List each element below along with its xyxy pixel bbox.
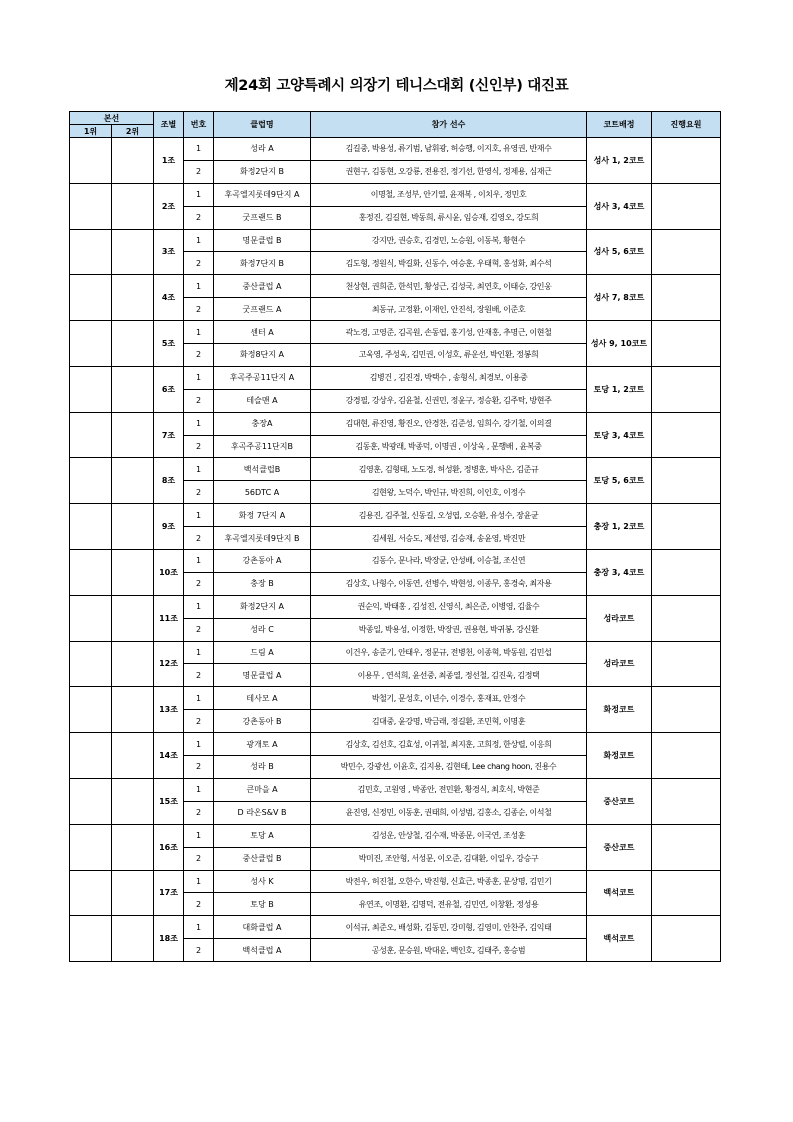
header-court: 코트배정 (587, 112, 652, 138)
court-assignment: 토당 3, 4코트 (587, 412, 652, 458)
team-number: 1 (184, 550, 214, 573)
player-list: 최동규, 고정환, 이재인, 안진석, 장원배, 이준호 (311, 298, 587, 321)
second-place-cell (112, 321, 154, 367)
court-assignment: 토당 1, 2코트 (587, 366, 652, 412)
second-place-cell (112, 275, 154, 321)
player-list: 강지만, 권승호, 김경민, 노승원, 이동복, 황현수 (311, 229, 587, 252)
player-list: 곽노경, 고영준, 김곡원, 손동엽, 홍기성, 안재홍, 추명근, 이현철 (311, 321, 587, 344)
club-name: 굿프랜드 A (214, 298, 311, 321)
club-name: 명문클럽 B (214, 229, 311, 252)
team-number: 1 (184, 641, 214, 664)
team-number: 1 (184, 778, 214, 801)
second-place-cell (112, 412, 154, 458)
club-name: 성라 A (214, 138, 311, 161)
group-label: 13조 (154, 687, 184, 733)
club-name: 성라 C (214, 618, 311, 641)
team-number: 1 (184, 366, 214, 389)
team-number: 2 (184, 252, 214, 275)
club-name: 광개토 A (214, 733, 311, 756)
club-name: 테사모 A (214, 687, 311, 710)
club-name: 화정7단지 B (214, 252, 311, 275)
header-main: 본선 (70, 112, 154, 125)
club-name: 명문클럽 A (214, 664, 311, 687)
team-row (70, 641, 721, 664)
staff-cell (652, 733, 721, 779)
first-place-cell (70, 687, 112, 733)
team-row (70, 138, 721, 161)
team-number: 2 (184, 389, 214, 412)
staff-cell (652, 504, 721, 550)
team-number: 1 (184, 412, 214, 435)
header-first: 1위 (70, 125, 112, 138)
court-assignment: 성사 9, 10코트 (587, 321, 652, 367)
team-number: 1 (184, 183, 214, 206)
team-row (70, 183, 721, 206)
group-label: 12조 (154, 641, 184, 687)
club-name: 테슬맨 A (214, 389, 311, 412)
player-list: 김도형, 정원식, 박길화, 신동수, 여승훈, 우태혁, 홍성화, 최수석 (311, 252, 587, 275)
group-label: 14조 (154, 733, 184, 779)
staff-cell (652, 687, 721, 733)
court-assignment: 성사 7, 8코트 (587, 275, 652, 321)
club-name: 화정2단지 B (214, 160, 311, 183)
player-list: 김성운, 안상철, 김수재, 박종문, 이국연, 조성훈 (311, 824, 587, 847)
player-list: 윤진영, 신정민, 이동훈, 권태희, 이성범, 김홍소, 김종순, 이석철 (311, 801, 587, 824)
club-name: 후곡엘지롯데9단지 B (214, 527, 311, 550)
group-label: 18조 (154, 916, 184, 962)
player-list: 김동훈, 박광래, 박종덕, 이명권 , 이상욱 , 문행배 , 윤복중 (311, 435, 587, 458)
team-number: 2 (184, 481, 214, 504)
court-assignment: 성사 5, 6코트 (587, 229, 652, 275)
club-name: 굿프랜드 B (214, 206, 311, 229)
first-place-cell (70, 916, 112, 962)
player-list: 이명철, 조성부, 안기열, 윤재복 , 이치우, 정민호 (311, 183, 587, 206)
court-assignment: 중산코트 (587, 778, 652, 824)
first-place-cell (70, 412, 112, 458)
header-second: 2위 (112, 125, 154, 138)
first-place-cell (70, 778, 112, 824)
second-place-cell (112, 550, 154, 596)
team-number: 2 (184, 527, 214, 550)
second-place-cell (112, 595, 154, 641)
group-label: 4조 (154, 275, 184, 321)
team-row (70, 458, 721, 481)
team-row (70, 595, 721, 618)
team-number: 2 (184, 756, 214, 779)
player-list: 이용무 , 연석희, 윤선중, 최종열, 정선철, 김진욱, 김정택 (311, 664, 587, 687)
player-list: 김상호, 김선호, 김효성, 이귀철, 최지훈, 고희정, 한상렬, 이응희 (311, 733, 587, 756)
club-name: 충장 B (214, 572, 311, 595)
staff-cell (652, 458, 721, 504)
team-number: 2 (184, 160, 214, 183)
staff-cell (652, 321, 721, 367)
team-row (70, 366, 721, 389)
team-number: 1 (184, 229, 214, 252)
club-name: 화정 7단지 A (214, 504, 311, 527)
club-name: 성사 K (214, 870, 311, 893)
club-name: 후곡주공11단지B (214, 435, 311, 458)
player-list: 박종일, 박용성, 이정한, 박장권, 권용현, 박귀봉, 강신환 (311, 618, 587, 641)
first-place-cell (70, 321, 112, 367)
group-label: 7조 (154, 412, 184, 458)
page-title: 제24회 고양특례시 의장기 테니스대회 (신인부) 대진표 (224, 78, 569, 94)
first-place-cell (70, 229, 112, 275)
club-name: 강촌동아 A (214, 550, 311, 573)
player-list: 유연조, 이명환, 김명덕, 전유철, 김민연, 이창환, 정성용 (311, 893, 587, 916)
first-place-cell (70, 183, 112, 229)
court-assignment: 백석코트 (587, 916, 652, 962)
player-list: 김병건 , 김진경, 박택수 , 송형식, 최경보, 이용중 (311, 366, 587, 389)
team-number: 1 (184, 687, 214, 710)
player-list: 김상호, 나형수, 이동연, 선병수, 박현성, 이종무, 홍경숙, 최자용 (311, 572, 587, 595)
player-list: 이석규, 최준오, 배성화, 김동민, 강미형, 김영미, 안찬주, 김익태 (311, 916, 587, 939)
club-name: 후곡주공11단지 A (214, 366, 311, 389)
club-name: 센터 A (214, 321, 311, 344)
club-name: 중산클럽 A (214, 275, 311, 298)
staff-cell (652, 229, 721, 275)
player-list: 박미진, 조안형, 서성문, 이오준, 김대환, 이일우, 강승구 (311, 847, 587, 870)
second-place-cell (112, 138, 154, 184)
first-place-cell (70, 641, 112, 687)
court-assignment: 충장 3, 4코트 (587, 550, 652, 596)
team-number: 1 (184, 870, 214, 893)
second-place-cell (112, 778, 154, 824)
team-number: 2 (184, 939, 214, 962)
club-name: 충장A (214, 412, 311, 435)
second-place-cell (112, 183, 154, 229)
bracket-body (70, 138, 721, 962)
player-list: 김대현, 류진영, 황진오, 안경찬, 김준성, 임희수, 강기철, 이의결 (311, 412, 587, 435)
club-name: 대화클럽 A (214, 916, 311, 939)
second-place-cell (112, 366, 154, 412)
first-place-cell (70, 824, 112, 870)
club-name: 중산클럽 B (214, 847, 311, 870)
player-list: 권순익, 박태홍 , 김성진, 신영식, 최은준, 이병영, 김율수 (311, 595, 587, 618)
club-name: D 라온S&V B (214, 801, 311, 824)
club-name: 강촌동아 B (214, 710, 311, 733)
team-number: 2 (184, 847, 214, 870)
staff-cell (652, 412, 721, 458)
club-name: 토당 B (214, 893, 311, 916)
team-row (70, 550, 721, 573)
second-place-cell (112, 870, 154, 916)
group-label: 1조 (154, 138, 184, 184)
player-list: 김용진, 김주철, 신동길, 오성엽, 오승환, 유성수, 장윤균 (311, 504, 587, 527)
player-list: 고욱영, 주성욱, 김민권, 이성호, 류운선, 박인환, 정봉희 (311, 344, 587, 367)
player-list: 김영훈, 김형태, 노도경, 허성환, 정병훈, 박사은, 김준규 (311, 458, 587, 481)
player-list: 김민호, 고원영 , 박종안, 전민환, 황경식, 최호식, 박현준 (311, 778, 587, 801)
header-number: 번호 (184, 112, 214, 138)
group-label: 16조 (154, 824, 184, 870)
court-assignment: 성사 1, 2코트 (587, 138, 652, 184)
team-number: 1 (184, 504, 214, 527)
team-number: 2 (184, 298, 214, 321)
court-assignment: 성라코트 (587, 641, 652, 687)
court-assignment: 성사 3, 4코트 (587, 183, 652, 229)
first-place-cell (70, 138, 112, 184)
team-row (70, 916, 721, 939)
court-assignment: 토당 5, 6코트 (587, 458, 652, 504)
group-label: 15조 (154, 778, 184, 824)
second-place-cell (112, 687, 154, 733)
player-list: 홍정진, 김길현, 박동희, 류시윤, 임승재, 김영오, 강도희 (311, 206, 587, 229)
team-row (70, 229, 721, 252)
team-number: 1 (184, 458, 214, 481)
first-place-cell (70, 870, 112, 916)
team-row (70, 870, 721, 893)
second-place-cell (112, 229, 154, 275)
staff-cell (652, 138, 721, 184)
staff-cell (652, 275, 721, 321)
second-place-cell (112, 916, 154, 962)
player-list: 박전우, 허진철, 오한수, 박진형, 신효근, 박종훈, 문상명, 김민기 (311, 870, 587, 893)
group-label: 6조 (154, 366, 184, 412)
team-number: 2 (184, 618, 214, 641)
club-name: 56DTC A (214, 481, 311, 504)
second-place-cell (112, 504, 154, 550)
club-name: 화정8단지 A (214, 344, 311, 367)
staff-cell (652, 366, 721, 412)
header-group: 조별 (154, 112, 184, 138)
team-row (70, 504, 721, 527)
player-list: 천상현, 권희준, 한석민, 황성근, 김성국, 최연호, 이태승, 강인웅 (311, 275, 587, 298)
team-number: 1 (184, 321, 214, 344)
staff-cell (652, 550, 721, 596)
second-place-cell (112, 824, 154, 870)
team-number: 2 (184, 801, 214, 824)
group-label: 5조 (154, 321, 184, 367)
group-label: 11조 (154, 595, 184, 641)
club-name: 성라 B (214, 756, 311, 779)
player-list: 강경필, 강상우, 김윤철, 신권민, 정윤구, 정승환, 김주탁, 방현주 (311, 389, 587, 412)
team-number: 1 (184, 733, 214, 756)
player-list: 박민수, 강광선, 이윤호, 김지용, 김현태, Lee chang hoon, 진용수 (311, 756, 587, 779)
header-players: 참가 선수 (311, 112, 587, 138)
staff-cell (652, 595, 721, 641)
club-name: 백석클럽 A (214, 939, 311, 962)
club-name: 토당 A (214, 824, 311, 847)
team-number: 1 (184, 916, 214, 939)
header-staff: 진행요원 (652, 112, 721, 138)
player-list: 박철기, 문성호, 이년수, 이경수, 홍재표, 안정수 (311, 687, 587, 710)
team-number: 1 (184, 595, 214, 618)
first-place-cell (70, 550, 112, 596)
staff-cell (652, 183, 721, 229)
team-number: 1 (184, 275, 214, 298)
first-place-cell (70, 366, 112, 412)
group-label: 17조 (154, 870, 184, 916)
court-assignment: 화정코트 (587, 733, 652, 779)
first-place-cell (70, 595, 112, 641)
court-assignment: 성라코트 (587, 595, 652, 641)
club-name: 화정2단지 A (214, 595, 311, 618)
player-list: 김길중, 박용성, 류기범, 남휘광, 허승행, 이지호, 유영권, 반재수 (311, 138, 587, 161)
team-number: 2 (184, 893, 214, 916)
group-label: 9조 (154, 504, 184, 550)
staff-cell (652, 870, 721, 916)
group-label: 3조 (154, 229, 184, 275)
first-place-cell (70, 275, 112, 321)
player-list: 권현구, 김동현, 오강룡, 전용진, 정기선, 한영식, 정제용, 심재근 (311, 160, 587, 183)
team-row (70, 275, 721, 298)
first-place-cell (70, 504, 112, 550)
team-number: 2 (184, 664, 214, 687)
second-place-cell (112, 458, 154, 504)
player-list: 공성훈, 문승원, 박대운, 백인호, 김태주, 홍승범 (311, 939, 587, 962)
team-number: 2 (184, 435, 214, 458)
team-number: 1 (184, 824, 214, 847)
staff-cell (652, 641, 721, 687)
player-list: 이건우, 송준기, 안태우, 정문규, 전병천, 이종혁, 박동원, 김민섭 (311, 641, 587, 664)
team-row (70, 778, 721, 801)
court-assignment: 백석코트 (587, 870, 652, 916)
player-list: 김세원, 서승도, 제선영, 김승재, 송윤영, 박진만 (311, 527, 587, 550)
team-row (70, 733, 721, 756)
group-label: 2조 (154, 183, 184, 229)
player-list: 김현왕, 노덕수, 박인규, 박진희, 이인호, 이정수 (311, 481, 587, 504)
team-number: 2 (184, 710, 214, 733)
first-place-cell (70, 733, 112, 779)
second-place-cell (112, 641, 154, 687)
court-assignment: 충장 1, 2코트 (587, 504, 652, 550)
team-row (70, 687, 721, 710)
court-assignment: 화정코트 (587, 687, 652, 733)
group-label: 8조 (154, 458, 184, 504)
team-number: 2 (184, 344, 214, 367)
first-place-cell (70, 458, 112, 504)
club-name: 큰마을 A (214, 778, 311, 801)
group-label: 10조 (154, 550, 184, 596)
team-row (70, 321, 721, 344)
team-number: 1 (184, 138, 214, 161)
staff-cell (652, 778, 721, 824)
club-name: 후곡엘지롯데9단지 A (214, 183, 311, 206)
team-row (70, 412, 721, 435)
club-name: 백석클럽B (214, 458, 311, 481)
player-list: 김대중, 윤강명, 박금래, 정길환, 조민혁, 이명훈 (311, 710, 587, 733)
staff-cell (652, 916, 721, 962)
second-place-cell (112, 733, 154, 779)
staff-cell (652, 824, 721, 870)
header-club: 클럽명 (214, 112, 311, 138)
court-assignment: 중산코트 (587, 824, 652, 870)
bracket-table (69, 111, 721, 962)
team-number: 2 (184, 206, 214, 229)
club-name: 드림 A (214, 641, 311, 664)
player-list: 김동수, 문나라, 박장균, 안성배, 이승철, 조신연 (311, 550, 587, 573)
team-row (70, 824, 721, 847)
team-number: 2 (184, 572, 214, 595)
